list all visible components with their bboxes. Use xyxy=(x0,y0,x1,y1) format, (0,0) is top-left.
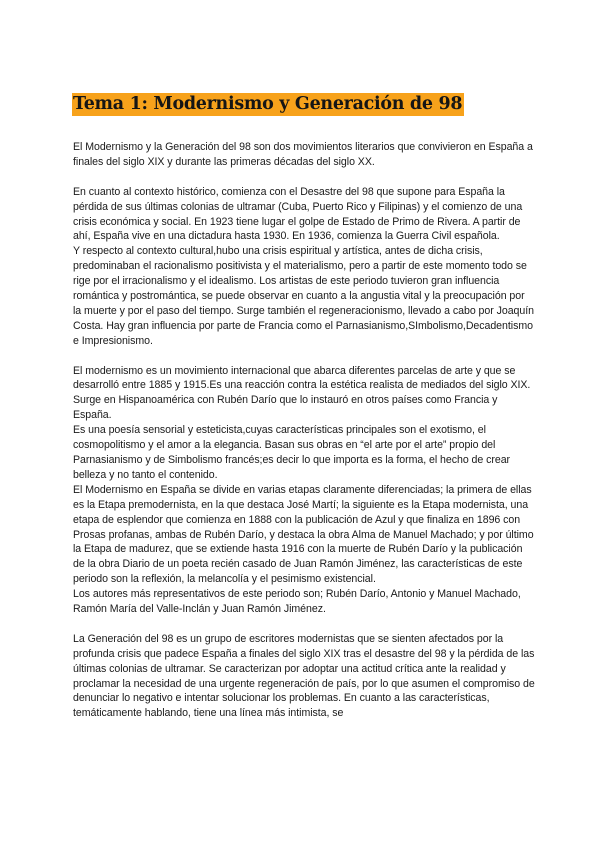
paragraph-modernismo-authors: Los autores más representativos de este periodo son; Rubén Darío, Antonio y Manuel Machado, Ramón María del Valle-Inclán y Juan Ramón Jiménez. xyxy=(73,588,521,616)
body-text xyxy=(73,140,535,721)
paragraph-modernismo-definition: El modernismo es un movimiento internacional que abarca diferentes parcelas de arte y que se desarrolló entre 1885 y 1915.Es una reacción contra la estética realista de mediados del siglo XIX. Surge en Hispanoamérica con Rubén Darío que lo instauró en otros países como Francia y España. xyxy=(73,364,531,422)
paragraph-cultural-context: Y respecto al contexto cultural,hubo una crisis espiritual y artística, antes de dicha crisis, predominaban el racionalismo positivista y el materialismo, pero a partir de este momento todo se rige por el irracionalismo y el idealismo. Los artistas de este periodo tuvieron gran influencia romántica y postromántica, se puede observar en cuanto a la angustia vital y la preocupación por la muerte y por el paso del tiempo. Surge también el regeneracionismo, llevado a cabo por Joaquín Costa. Hay gran influencia por parte de Francia como el Parnasianismo,SImbolismo,Decadentismo e Impresionismo. xyxy=(73,245,534,347)
paragraph-modernismo-stages: El Modernismo en España se divide en varias etapas claramente diferenciadas; la primera de ellas es la Etapa premodernista, en la que destaca José Martí; la siguiente es la Etapa modernista, una etapa de esplendor que comienza en 1888 con la publicación de Azul y que finaliza en 1896 con Prosas profanas, ambas de Rubén Darío, y destaca la obra Alma de Manuel Machado; y por último la Etapa de madurez, que se extiende hasta 1916 con la muerte de Rubén Darío y la publicación de la obra Diario de un poeta recién casado de Juan Ramón Jiménez, las características de este periodo son la reflexión, la melancolía y el pesimismo existencial. xyxy=(73,483,534,586)
paragraph-intro: El Modernismo y la Generación del 98 son dos movimientos literarios que convivieron en España a finales del siglo XIX y durante las primeras décadas del siglo XX. xyxy=(73,141,533,168)
paragraph-generacion-98: La Generación del 98 es un grupo de escritores modernistas que se sienten afectados por la profunda crisis que padece España a finales del siglo XIX tras el desastre del 98 y la pérdida de las últimas colonias de ultramar. Se caracterizan por adoptar una actitud crítica ante la realidad y proclamar la necesidad de una urgente regeneración de país, por lo que asumen el compromiso de denunciar lo negativo e intentar solucionar los problemas. En cuanto a las características, temáticamente hablando, tiene una línea más intimista, se xyxy=(73,632,535,720)
paragraph-gap xyxy=(73,170,535,185)
paragraph-gap xyxy=(73,617,535,632)
page-title: Tema 1: Modernismo y Generación de 98 xyxy=(73,94,463,114)
paragraph-historical-context: En cuanto al contexto histórico, comienza con el Desastre del 98 que supone para España la pérdida de sus últimas colonias de ultramar (Cuba, Puerto Rico y Filipinas) y el comienzo de una crisis económica y social. En 1923 tiene lugar el golpe de Estado de Primo de Rivera. A partir de ahí, España vive en una dictadura hasta 1930. En 1936, comienza la Guerra Civil española. xyxy=(73,185,523,243)
title-block xyxy=(72,93,464,116)
paragraph-modernismo-characteristics: Es una poesía sensorial y esteticista,cuyas características principales son el exotismo, el cosmopolitismo y el amor a la elegancia. Basan sus obras en “el arte por el arte” propio del Parnasianismo y de Simbolismo francés;es decir lo que importa es la forma, el hecho de crear belleza y no tanto el contenido. xyxy=(73,424,511,481)
paragraph-gap xyxy=(73,349,535,364)
